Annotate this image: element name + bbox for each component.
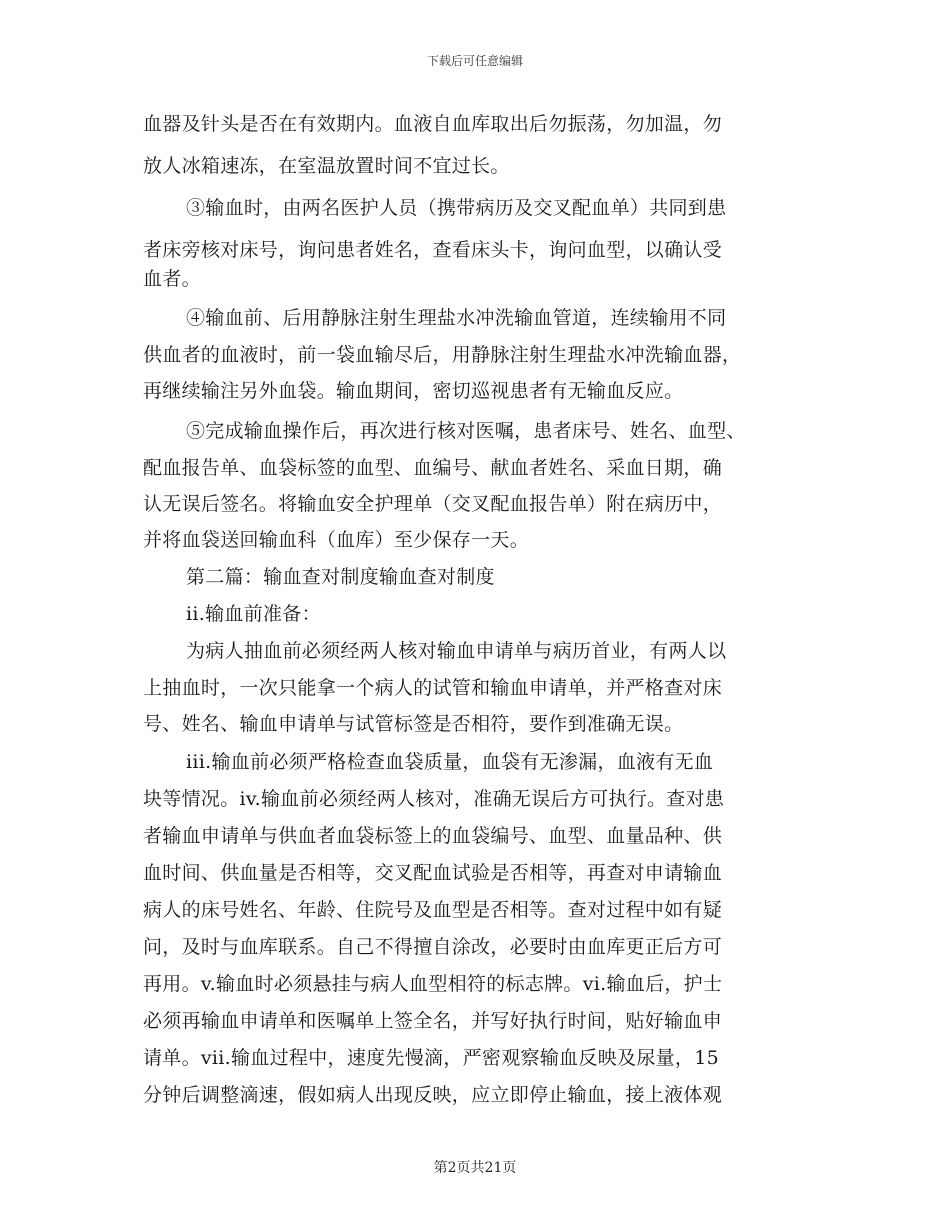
text-line: 并将血袋送回输血科（血库）至少保存一天。 <box>143 529 530 551</box>
text-line: 上抽血时，一次只能拿一个病人的试管和输血申请单，并严格查对床 <box>143 677 723 699</box>
text-line: iii.输血前必须严格检查血袋质量，血袋有无渗漏，血液有无血 <box>186 751 714 773</box>
text-line: 配血报告单、血袋标签的血型、血编号、献血者姓名、采血日期，确 <box>143 457 723 479</box>
page-header: 下载后可任意编辑 <box>426 54 523 68</box>
text-line: 放人冰箱速冻，在室温放置时间不宜过长。 <box>143 155 510 177</box>
text-line: ④输血前、后用静脉注射生理盐水冲洗输血管道，连续输用不同 <box>186 307 727 329</box>
text-line: 块等情况。iv.输血前必须经两人核对，准确无误后方可执行。查对患 <box>143 788 725 810</box>
text-line: 必须再输血申请单和医嘱单上签全名，并写好执行时间，贴好输血申 <box>143 1010 723 1032</box>
text-line: 分钟后调整滴速，假如病人出现反映，应立即停止输血，接上液体观 <box>143 1084 723 1106</box>
section-heading: 第二篇：输血查对制度输血查对制度 <box>186 566 495 588</box>
text-line: 问，及时与血库联系。自己不得擅自涂改，必要时由血库更正后方可 <box>143 936 723 958</box>
text-line: ③输血时，由两名医护人员（携带病历及交叉配血单）共同到患 <box>186 197 727 219</box>
text-line: 血时间、供血量是否相等，交叉配血试验是否相等，再查对申请输血 <box>143 862 723 884</box>
text-line: 血器及针头是否在有效期内。血液自血库取出后勿振荡，勿加温，勿 <box>143 113 723 135</box>
text-line: 者输血申请单与供血者血袋标签上的血袋编号、血型、血量品种、供 <box>143 825 723 847</box>
text-line: 者床旁核对床号，询问患者姓名，查看床头卡，询问血型，以确认受 <box>143 239 723 261</box>
text-line: 为病人抽血前必须经两人核对输血申请单与病历首业，有两人以 <box>186 640 727 662</box>
text-line: 供血者的血液时，前一袋血输尽后，用静脉注射生理盐水冲洗输血器， <box>143 344 742 366</box>
page-footer: 第2页共21页 <box>433 1160 517 1176</box>
text-line: 病人的床号姓名、年龄、住院号及血型是否相等。查对过程中如有疑 <box>143 899 723 921</box>
text-line: 请单。vii.输血过程中，速度先慢滴，严密观察输血反映及尿量，15 <box>143 1047 720 1069</box>
text-line: 再用。v.输血时必须悬挂与病人血型相符的标志牌。vi.输血后，护士 <box>143 973 723 995</box>
text-line: ⑤完成输血操作后，再次进行核对医嘱，患者床号、姓名、血型、 <box>186 420 746 442</box>
text-line: 再继续输注另外血袋。输血期间，密切巡视患者有无输血反应。 <box>143 380 684 402</box>
text-line: 血者。 <box>143 268 201 290</box>
text-line: ii.输血前准备： <box>186 603 321 625</box>
text-line: 认无误后签名。将输血安全护理单（交叉配血报告单）附在病历中， <box>143 493 723 515</box>
text-line: 号、姓名、输血申请单与试管标签是否相符，要作到准确无误。 <box>143 713 684 735</box>
